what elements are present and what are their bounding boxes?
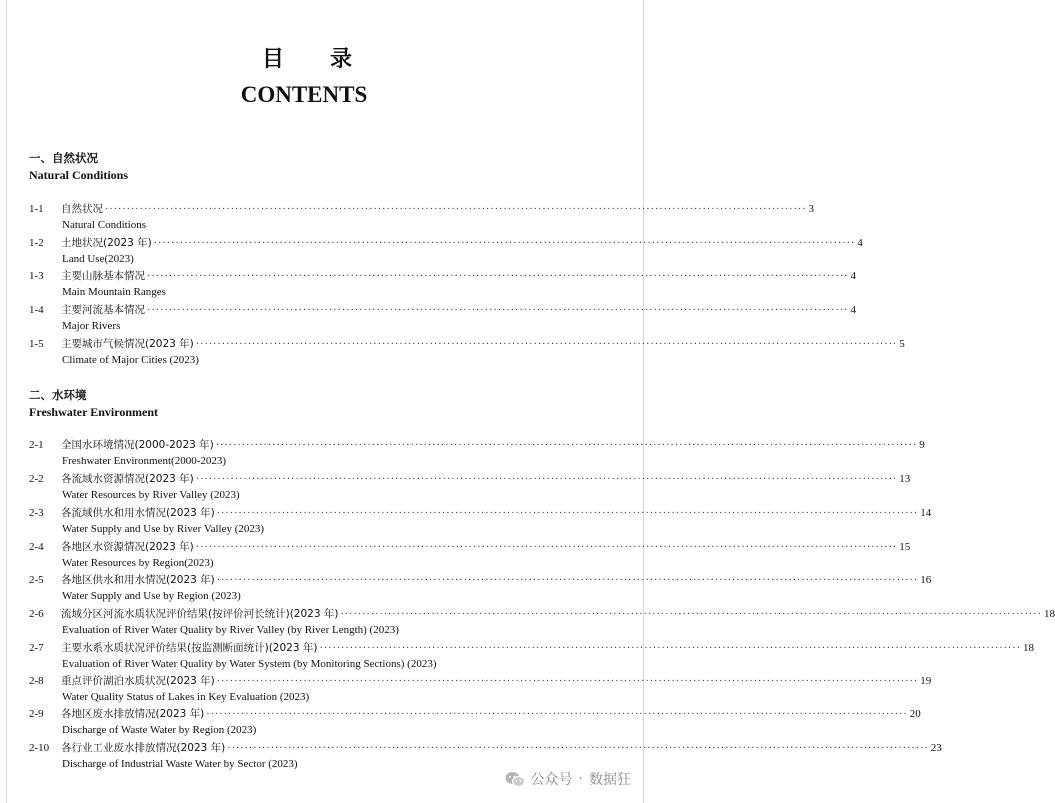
wechat-icon: [505, 771, 525, 788]
entry-page-number: 15: [899, 541, 911, 553]
entry-title-english: Land Use(2023): [62, 253, 134, 265]
entry-title-chinese: 各行业工业废水排放情况(2023 年): [61, 742, 226, 754]
toc-entry[interactable]: [29, 572, 932, 606]
toc-entry[interactable]: [29, 673, 932, 707]
entry-title-chinese: 主要水系水质状况评价结果(按监测断面统计)(2023 年): [61, 642, 318, 654]
entry-number: 2-10: [29, 742, 50, 754]
toc-entry[interactable]: [29, 505, 932, 539]
entry-title-chinese: 土地状况(2023 年): [61, 237, 152, 249]
entry-title-chinese: 各流域供水和用水情况(2023 年): [61, 507, 215, 519]
toc-entry[interactable]: [29, 336, 905, 370]
entry-title-english: Water Resources by Region(2023): [62, 557, 214, 569]
entry-page-number: 18: [1043, 608, 1055, 620]
entry-title-chinese: 各地区供水和用水情况(2023 年): [61, 574, 215, 586]
entry-page-number: 5: [899, 338, 905, 350]
leader-dots: ··································································································································································: [216, 676, 919, 687]
entry-page-number: 20: [909, 708, 921, 720]
watermark-account: 数据狂: [589, 772, 631, 788]
entry-title-english: Discharge of Industrial Waste Water by Sector (2023): [62, 758, 298, 770]
page-title-english: CONTENTS: [240, 82, 368, 107]
section-heading-chinese: 二、水环境: [29, 388, 87, 402]
toc-entry[interactable]: [29, 235, 863, 269]
entry-title-english: Water Supply and Use by River Valley (2023): [62, 523, 265, 535]
section-heading-english: Freshwater Environment: [29, 405, 158, 419]
entry-title-english: Water Quality Status of Lakes in Key Evaluation (2023): [62, 691, 310, 703]
leader-dots: ··································································································································································: [319, 643, 1021, 654]
toc-entry[interactable]: [29, 606, 1055, 640]
leader-dots: ··································································································································································: [195, 542, 898, 553]
entry-title-english: Water Supply and Use by Region (2023): [62, 590, 241, 602]
toc-entry[interactable]: [29, 437, 925, 471]
entry-title-english: Natural Conditions: [62, 219, 147, 231]
leader-dots: ··································································································································································: [215, 440, 918, 451]
entry-number: 2-5: [29, 574, 44, 586]
toc-entry[interactable]: [29, 471, 911, 505]
entry-title-chinese: 主要河流基本情况: [61, 304, 145, 316]
entry-title-chinese: 流域分区河流水质状况评价结果(按评价河长统计)(2023 年): [61, 608, 339, 620]
entry-title-chinese: 各流域水资源情况(2023 年): [61, 473, 194, 485]
entry-number: 2-6: [29, 608, 44, 620]
entry-number: 2-1: [29, 439, 44, 451]
entry-title-chinese: 全国水环境情况(2000-2023 年): [61, 439, 214, 451]
leader-dots: ··································································································································································: [195, 474, 898, 485]
entry-number: 1-5: [29, 338, 44, 350]
entry-title-english: Freshwater Environment(2000-2023): [62, 455, 227, 467]
entry-page-number: 19: [920, 675, 932, 687]
toc-entry[interactable]: [29, 268, 856, 302]
entry-page-number: 9: [919, 439, 925, 451]
entry-number: 2-3: [29, 507, 44, 519]
leader-dots: ··································································································································································: [195, 339, 898, 350]
entry-number: 2-2: [29, 473, 44, 485]
entry-title-english: Main Mountain Ranges: [62, 286, 166, 298]
leader-dots: ··································································································································································: [105, 204, 807, 215]
section-heading-chinese: 一、自然状况: [29, 151, 98, 165]
entry-number: 2-8: [29, 675, 44, 687]
leader-dots: ··································································································································································: [227, 743, 929, 754]
entry-title-chinese: 各地区废水排放情况(2023 年): [61, 708, 205, 720]
watermark-label: 公众号: [530, 772, 573, 788]
leader-dots: ··································································································································································: [340, 609, 1042, 620]
entry-number: 2-4: [29, 541, 44, 553]
section-heading-english: Natural Conditions: [29, 168, 129, 182]
toc-entry[interactable]: [29, 302, 856, 336]
page-title-chinese: 目录: [261, 47, 398, 72]
entry-title-english: Evaluation of River Water Quality by Water System (by Monitoring Sections) (2023): [62, 658, 437, 670]
toc-entry[interactable]: [29, 539, 911, 573]
watermark-separator: ·: [578, 771, 583, 787]
entry-page-number: 3: [808, 203, 814, 215]
document-page: [6, 0, 1055, 803]
entry-page-number: 13: [899, 473, 911, 485]
entry-page-number: 4: [850, 304, 856, 316]
entry-page-number: 14: [920, 507, 932, 519]
toc-entry[interactable]: [29, 640, 1034, 674]
entry-title-chinese: 各地区水资源情况(2023 年): [61, 541, 194, 553]
entry-title-english: Climate of Major Cities (2023): [62, 354, 199, 366]
entry-title-english: Major Rivers: [62, 320, 121, 332]
entry-page-number: 4: [850, 270, 856, 282]
entry-title-chinese: 主要山脉基本情况: [61, 270, 145, 282]
entry-number: 1-4: [29, 304, 44, 316]
entry-page-number: 18: [1022, 642, 1034, 654]
entry-page-number: 16: [920, 574, 932, 586]
leader-dots: ··································································································································································: [147, 271, 849, 282]
leader-dots: ··································································································································································: [206, 709, 908, 720]
toc-entry[interactable]: [29, 740, 942, 774]
entry-number: 1-3: [29, 270, 44, 282]
entry-number: 2-9: [29, 708, 44, 720]
leader-dots: ··································································································································································: [147, 305, 849, 316]
entry-page-number: 4: [857, 237, 863, 249]
toc-entry[interactable]: [29, 201, 814, 235]
entry-page-number: 23: [930, 742, 942, 754]
entry-number: 1-1: [29, 203, 44, 215]
entry-title-english: Discharge of Waste Water by Region (2023): [62, 724, 257, 736]
leader-dots: ··································································································································································: [153, 238, 856, 249]
entry-title-chinese: 重点评价湖泊水质状况(2023 年): [61, 675, 215, 687]
entry-title-chinese: 主要城市气候情况(2023 年): [61, 338, 194, 350]
toc-entry[interactable]: [29, 706, 921, 740]
entry-title-english: Evaluation of River Water Quality by River Valley (by River Length) (2023): [62, 624, 399, 636]
wechat-watermark: [505, 769, 631, 789]
entry-number: 2-7: [29, 642, 44, 654]
entry-title-english: Water Resources by River Valley (2023): [62, 489, 240, 501]
leader-dots: ··································································································································································: [216, 575, 919, 586]
entry-number: 1-2: [29, 237, 44, 249]
leader-dots: ··································································································································································: [216, 508, 919, 519]
entry-title-chinese: 自然状况: [61, 203, 103, 215]
